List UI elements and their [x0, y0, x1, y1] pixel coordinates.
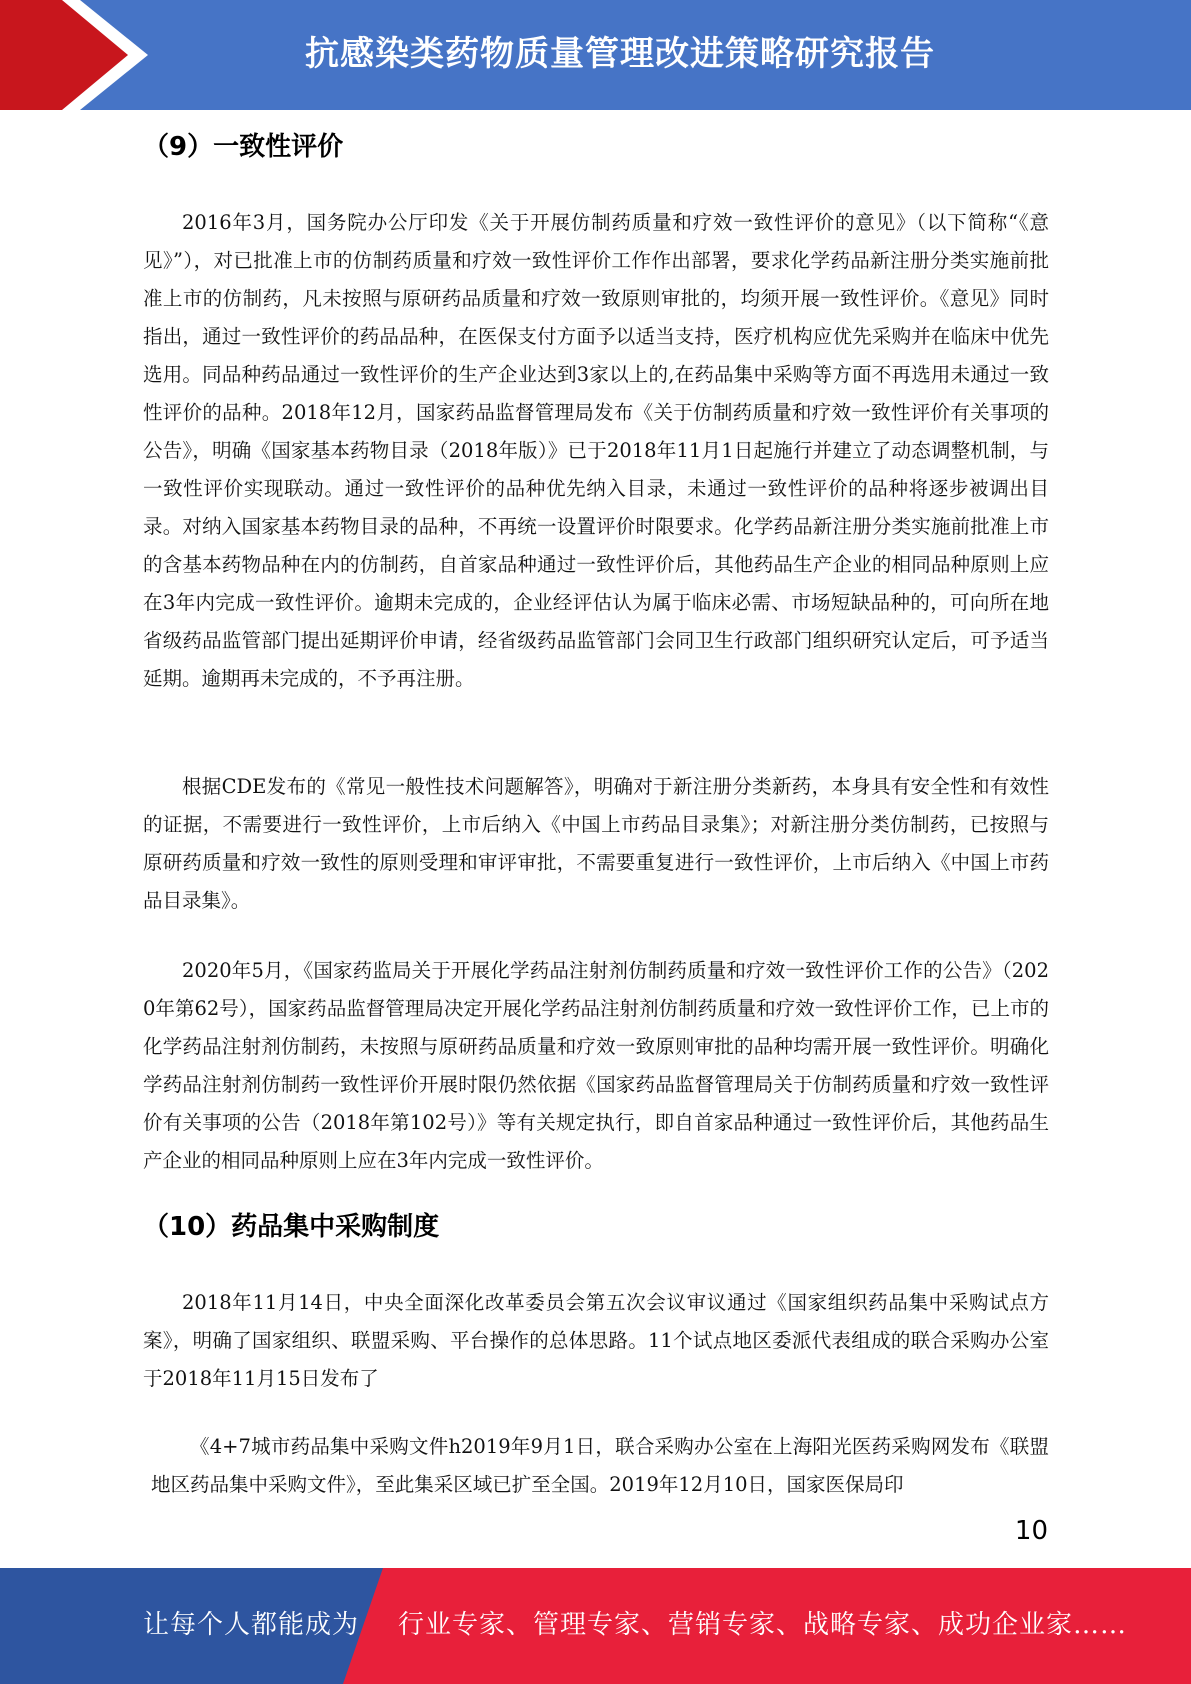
header-banner: [0, 0, 1191, 110]
paragraph: 2018年11月14日，中央全面深化改革委员会第五次会议审议通过《国家组织药品集中采购试点方案》，明确了国家组织、联盟采购、平台操作的总体思路。11个试点地区委派代表组成的联合采购办公室于2018年11月15日发布了: [143, 1291, 1049, 1390]
header-red-arrow-decoration: [0, 0, 160, 110]
paragraph: 根据CDE发布的《常见一般性技术问题解答》，明确对于新注册分类新药，本身具有安全性和有效性的证据，不需要进行一致性评价，上市后纳入《中国上市药品目录集》；对新注册分类仿制药，已按照与原研药质量和疗效一致性的原则受理和审评审批，不需要重复进行一致性评价，上市后纳入《中国上市药品目录集》。: [143, 775, 1049, 912]
document-title: 抗感染类药物质量管理改进策略研究报告: [305, 34, 935, 74]
footer-banner: [0, 1568, 1191, 1684]
paragraph: 2020年5月，《国家药监局关于开展化学药品注射剂仿制药质量和疗效一致性评价工作的公告》（2020年第62号），国家药品监督管理局决定开展化学药品注射剂仿制药质量和疗效一致性评价工作，已上市的化学药品注射剂仿制药，未按照与原研药品质量和疗效一致原则审批的品种均需开展一致性评价。明确化学药品注射剂仿制药一致性评价开展时限仍然依据《国家药品监督管理局关于仿制药质量和疗效一致性评价有关事项的公告（2018年第102号）》等有关规定执行，即自首家品种通过一致性评价后，其他药品生产企业的相同品种原则上应在3年内完成一致性评价。: [143, 959, 1049, 1172]
paragraph: 《4+7城市药品集中采购文件h2019年9月1日，联合采购办公室在上海阳光医药采购网发布《联盟地区药品集中采购文件》，至此集采区域已扩至全国。2019年12月10日，国家医保局印: [151, 1435, 1049, 1496]
paragraph: 2016年3月，国务院办公厅印发《关于开展仿制药质量和疗效一致性评价的意见》（以下简称“《意见》”），对已批准上市的仿制药质量和疗效一致性评价工作作出部署，要求化学药品新注册分类实施前批准上市的仿制药，凡未按照与原研药品质量和疗效一致原则审批的，均须开展一致性评价。《意见》同时指出，通过一致性评价的药品品种，在医保支付方面予以适当支持，医疗机构应优先采购并在临床中优先选用。同品种药品通过一致性评价的生产企业达到3家以上的,在药品集中采购等方面不再选用未通过一致性评价的品种。2018年12月，国家药品监督管理局发布《关于仿制药质量和疗效一致性评价有关事项的公告》，明确《国家基本药物目录（2018年版）》已于2018年11月1日起施行并建立了动态调整机制，与一致性评价实现联动。通过一致性评价的品种优先纳入目录，未通过一致性评价的品种将逐步被调出目录。对纳入国家基本药物目录的品种，不再统一设置评价时限要求。化学药品新注册分类实施前批准上市的含基本药物品种在内的仿制药，自首家品种通过一致性评价后，其他药品生产企业的相同品种原则上应在3年内完成一致性评价。逾期未完成的，企业经评估认为属于临床必需、市场短缺品种的，可向所在地省级药品监管部门提出延期评价申请，经省级药品监管部门会同卫生行政部门组织研究认定后，可予适当延期。逾期再未完成的，不予再注册。: [143, 211, 1049, 690]
page-number: 10: [1014, 1516, 1048, 1546]
footer-slogan-right: 行业专家、管理专家、营销专家、战略专家、成功企业家……: [398, 1610, 1128, 1640]
footer-slogan-left: 让每个人都能成为: [143, 1610, 360, 1640]
section-heading-centralized-procurement: （10）药品集中采购制度: [143, 1212, 440, 1242]
section-heading-consistency-evaluation: （9）一致性评价: [143, 132, 344, 162]
